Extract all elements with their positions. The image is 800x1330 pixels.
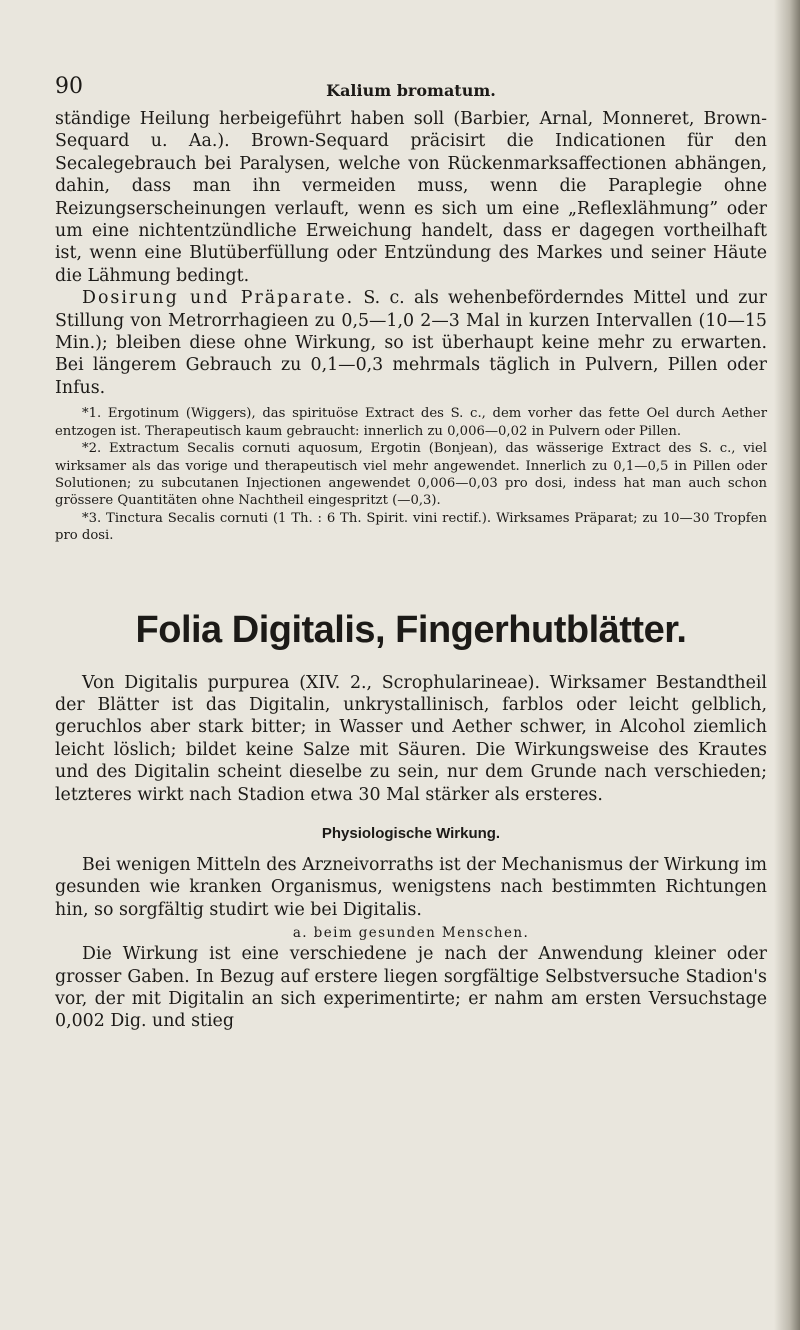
subheading-physiologische-wirkung: Physiologische Wirkung. (321, 824, 501, 842)
paragraph-mechanismus: Bei wenigen Mitteln des Arzneivorraths ist der Mechanismus der Wirkung im gesunden wie kranken Organismus, wenigstens nach bestimmten Richtungen hin, so sorgfältig studirt wie bei Digitalis. (55, 854, 767, 920)
note-extractum: *2. Extractum Secalis cornuti aquosum, Ergotin (Bonjean), das wässerige Extract des S. c., viel wirksamer als das vorige und therapeutisch viel mehr angewendet. Innerlich zu 0,1—0,5 in Pillen oder Solutionen; zu subcutanen Injectionen angewendet 0,006—0,03 pro dosi, indess hat man auch schon grössere Quantitäten ohne Nachtheil eingespritzt (—0,3). (55, 441, 767, 509)
page-content (55, 74, 767, 1033)
preparation-notes (55, 405, 767, 544)
section-title: Folia Digitalis, Fingerhutblätter. (135, 608, 687, 651)
paragraph-dosirung (55, 287, 767, 399)
paragraph-digitalis-intro: Von Digitalis purpurea (XIV. 2., Scrophularineae). Wirksamer Bestandtheil der Blätter ist das Digitalin, unkrystallinisch, farblos oder leicht gelblich, geruchlos aber stark bitter; in Wasser und Aether schwer, in Alcohol ziemlich leicht löslich; bildet keine Salze mit Säuren. Die Wirkungsweise des Krautes und des Digitalin scheint dieselbe zu sein, nur dem Grunde nach verschieden; letzteres wirkt nach Stadion etwa 30 Mal stärker als ersteres. (55, 672, 767, 805)
main-text (55, 108, 767, 399)
final-text (55, 943, 767, 1033)
paragraph-secale-indications: ständige Heilung herbeigeführt haben soll (Barbier, Arnal, Monneret, Brown-Sequard u. Aa.). Brown-Sequard präcisirt die Indicationen für den Secalegebrauch bei Paralysen, welche von Rückenmarksaffectionen abhängen, dahin, dass man ihn vermeiden muss, wenn die Paraplegie ohne Reizungserscheinungen verlauft, wenn es sich um eine „Reflexlähmung” oder um eine nichtentzündliche Erweichung handelt, dass er dagegen vortheilhaft ist, wenn eine Blutüberfüllung oder Entzündung des Markes und seiner Häute die Lähmung bedingt. (55, 109, 767, 286)
paragraph-wirkung-gaben: Die Wirkung ist eine verschiedene je nach der Anwendung kleiner oder grosser Gaben. In Bezug auf erstere liegen sorgfältige Selbstversuche Stadion's vor, der mit Digitalin an sich experimentirte; er nahm am ersten Versuchstage 0,002 Dig. und stieg (55, 944, 767, 1032)
page-number: 90 (55, 74, 83, 99)
physio-text (55, 854, 767, 921)
subheading-gesunden-menschen: a. beim gesunden Menschen. (292, 925, 530, 942)
note-ergotinum: *1. Ergotinum (Wiggers), das spirituöse Extract des S. c., dem vorher das fette Oel durch Aether entzogen ist. Therapeutisch kaum gebraucht: innerlich zu 0,006—0,02 in Pulvern oder Pillen. (55, 406, 767, 439)
dosirung-text: S. c. als wehenbeförderndes Mittel und zur Stillung von Metrorrhagieen zu 0,5—1,0 2—3 Mal in kurzen Intervallen (10—15 Min.); bleiben diese ohne Wirkung, so ist überhaupt keine mehr zu erwarten. Bei längerem Gebrauch zu 0,1—0,3 mehrmals täglich in Pulvern, Pillen oder Infus. (55, 288, 767, 398)
digitalis-text (55, 672, 767, 806)
running-head: Kalium bromatum. (326, 81, 496, 100)
page-edge-shadow (774, 0, 800, 1330)
dosirung-lead: Dosirung und Präparate. (82, 288, 355, 309)
page-header (55, 74, 767, 108)
note-tinctura: *3. Tinctura Secalis cornuti (1 Th. : 6 Th. Spirit. vini rectif.). Wirksames Präparat; zu 10—30 Tropfen pro dosi. (55, 510, 767, 544)
